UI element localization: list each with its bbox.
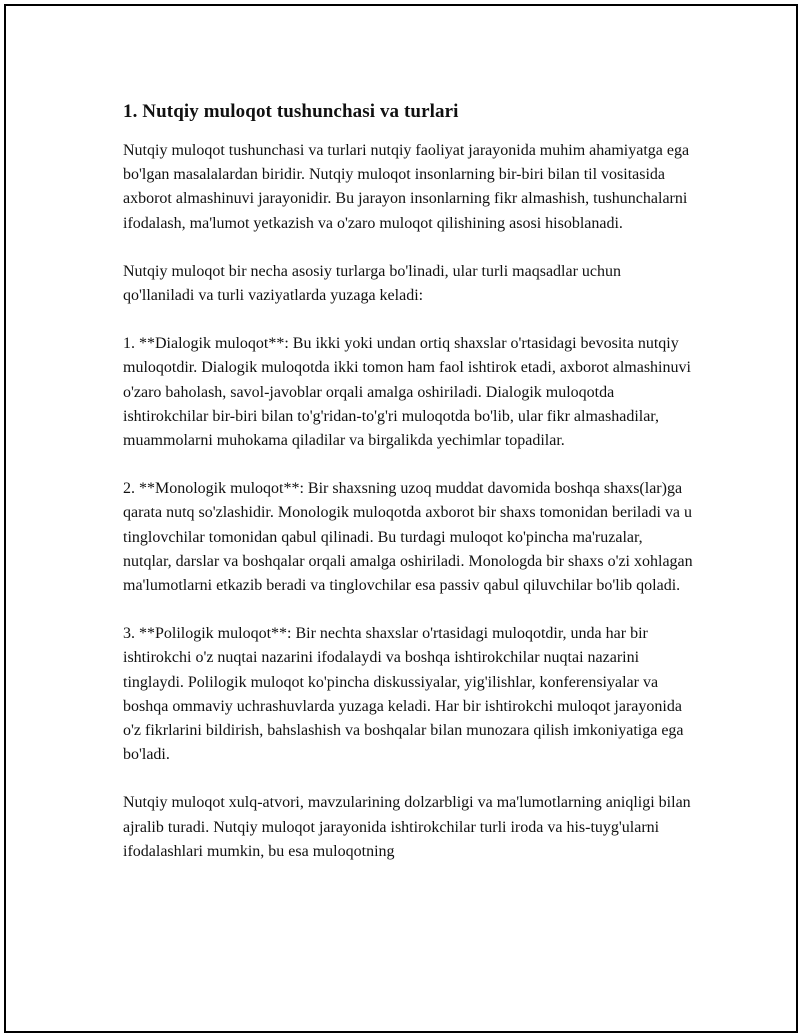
paragraph-monologic: 2. **Monologik muloqot**: Bir shaxsning uzoq muddat davomida boshqa shaxs(lar)ga qarata nutq so'zlashidir. Monologik muloqotda axborot bir shaxs tomonidan beriladi va u tinglovchilar tomonidan qabul qilinadi. Bu turdagi muloqot ko'pincha ma'ruzalar, nutqlar, darslar va boshqalar orqali amalga oshiriladi. Monologda bir shaxs o'zi xohlagan ma'lumotlarni etkazib beradi va tinglovchilar esa passiv qabul qiluvchilar bo'lib qoladi.: [123, 480, 693, 595]
paragraph-polylogic: 3. **Polilogik muloqot**: Bir nechta shaxslar o'rtasidagi muloqotdir, unda har bir ishtirokchi o'z nuqtai nazarini ifodalaydi va boshqa ishtirokchilar nuqtai nazarini tinglaydi. Polilogik muloqot ko'pincha diskussiyalar, yig'ilishlar, konferensiyalar va boshqa ommaviy uchrashuvlarda yuzaga keladi. Har bir ishtirokchi muloqot jarayonida o'z fikrlarini bildirish, bahslashish va boshqalar bilan munozara qilish imkoniyatiga ega bo'ladi.: [123, 625, 684, 764]
paragraph-types-overview: Nutqiy muloqot bir necha asosiy turlarga bo'linadi, ular turli maqsadlar uchun qo'llaniladi va turli vaziyatlarda yuzaga keladi:: [123, 262, 622, 305]
document-page: [4, 4, 798, 1033]
page-title: 1. Nutqiy muloqot tushunchasi va turlari: [123, 101, 459, 122]
paragraph-dialogic: 1. **Dialogik muloqot**: Bu ikki yoki undan ortiq shaxslar o'rtasidagi bevosita nutqiy muloqotdir. Dialogik muloqotda ikki tomon ham faol ishtirok etadi, axborot almashinuvi o'zaro baholash, savol-javoblar orqali amalga oshiriladi. Dialogik muloqotda ishtirokchilar bir-biri bilan to'g'ridan-to'g'ri muloqotda bo'lib, ular fikr almashadilar, muammolarni muhokama qiladilar va birgalikda yechimlar topadilar.: [123, 335, 691, 450]
document-content: [123, 99, 693, 888]
paragraph-conclusion: Nutqiy muloqot xulq-atvori, mavzularining dolzarbligi va ma'lumotlarning aniqligi bilan ajralib turadi. Nutqiy muloqot jarayonida ishtirokchilar turli iroda va his-tuyg'ularni ifodalashlari mumkin, bu esa muloqotning: [123, 794, 691, 860]
paragraph-intro: Nutqiy muloqot tushunchasi va turlari nutqiy faoliyat jarayonida muhim ahamiyatga ega bo'lgan masalalardan biridir. Nutqiy muloqot insonlarning bir-biri bilan til vositasida axborot almashinuvi jarayonidir. Bu jarayon insonlarning fikr almashish, tushunchalarni ifodalash, ma'lumot yetkazish va o'zaro muloqot qilishining asosi hisoblanadi.: [123, 142, 690, 232]
